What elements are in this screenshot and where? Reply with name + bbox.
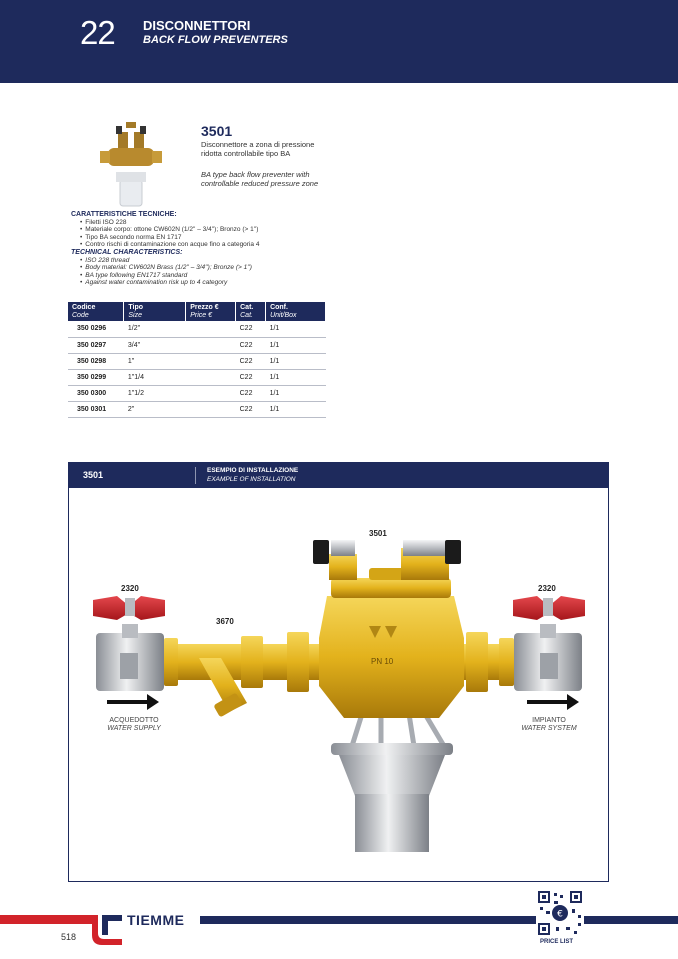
table-row: 350 0299 1"1/4 C22 1/1 [68, 369, 326, 385]
chapter-subtitle: BACK FLOW PREVENTERS [143, 34, 288, 46]
spec-item: • ISO 228 thread [80, 257, 371, 265]
col-code: Codice Code [68, 302, 124, 321]
spec-item: • Contro rischi di contaminazione con acque fino a categoria 4 [80, 241, 371, 249]
gauge-marking: PN 10 [371, 657, 394, 666]
spec-item: • BA type following EN1717 standard [80, 272, 371, 280]
header-divider [195, 467, 196, 484]
spec-item: • Filetti ISO 228 [80, 219, 371, 227]
product-code: 3501 [201, 123, 233, 139]
installation-subtitle: EXAMPLE OF INSTALLATION [207, 476, 296, 483]
product-description-en: BA type back flow preventer with controllable reduced pressure zone [201, 170, 319, 188]
label-ball-valve-left: 2320 [121, 584, 139, 593]
arrow-water-supply [107, 694, 159, 710]
footer-red-bar [0, 915, 98, 924]
spec-item: • Against water contamination risk up to 4 category [80, 279, 371, 287]
col-price: Prezzo € Price € [186, 302, 236, 321]
label-backflow-preventer: 3501 [369, 529, 387, 538]
spec-item: • Materiale corpo: ottone CW602N (1/2'' – 3/4''); Bronzo (> 1'') [80, 226, 371, 234]
product-image [100, 120, 162, 210]
table-row: 350 0298 1" C22 1/1 [68, 353, 326, 369]
installation-header [69, 463, 608, 488]
brand-logo: TIEMME [127, 912, 185, 928]
installation-example [68, 462, 609, 882]
table-row: 350 0300 1"1/2 C22 1/1 [68, 385, 326, 401]
technical-specs [71, 211, 371, 287]
page-number: 518 [61, 932, 77, 942]
product-description-it: Disconnettore a zona di pressione ridotta controllabile tipo BA [201, 140, 315, 158]
arrow-water-system [527, 694, 579, 710]
svg-text:€: € [557, 909, 563, 920]
footer-navy-bar [200, 916, 678, 924]
specs-heading-it: CARATTERISTICHE TECNICHE: [71, 211, 177, 218]
col-box: Conf. Unit/Box [266, 302, 326, 321]
label-ball-valve-right: 2320 [538, 584, 556, 593]
installation-diagram [69, 488, 608, 881]
price-list-label: PRICE LIST [540, 939, 574, 945]
qr-code[interactable] [536, 889, 584, 937]
ball-valve-left [93, 596, 165, 691]
installation-title: ESEMPIO DI INSTALLAZIONE [207, 467, 299, 474]
specs-heading-en: TECHNICAL CHARACTERISTICS: [71, 248, 183, 256]
chapter-number: 22 [80, 14, 115, 51]
spec-item: • Tipo BA secondo norma EN 1717 [80, 234, 371, 242]
table-row: 350 0296 1/2" C22 1/1 [68, 321, 326, 337]
page-header [0, 0, 678, 83]
specs-list-en [71, 257, 371, 287]
chapter-title: DISCONNETTORI [143, 18, 251, 33]
col-cat: Cat. Cat. [236, 302, 266, 321]
table-header-row [68, 302, 326, 321]
spec-item: • Body material: CW602N Brass (1/2'' – 3/4''); Bronze (> 1'') [80, 264, 371, 272]
drain-funnel [331, 714, 453, 852]
ball-valve-right [513, 596, 585, 691]
label-y-strainer: 3670 [216, 617, 234, 626]
footer-curve [88, 915, 122, 945]
caption-water-supply: ACQUEDOTTO WATER SUPPLY [107, 717, 161, 732]
table-row: 350 0301 2" C22 1/1 [68, 401, 326, 417]
backflow-preventer [313, 540, 464, 718]
product-table [68, 302, 326, 418]
specs-list-it [71, 219, 371, 249]
col-size: Tipo Size [124, 302, 186, 321]
installation-code: 3501 [83, 470, 104, 480]
table-row: 350 0297 3/4" C22 1/1 [68, 337, 326, 353]
caption-water-system: IMPIANTO WATER SYSTEM [521, 717, 577, 732]
